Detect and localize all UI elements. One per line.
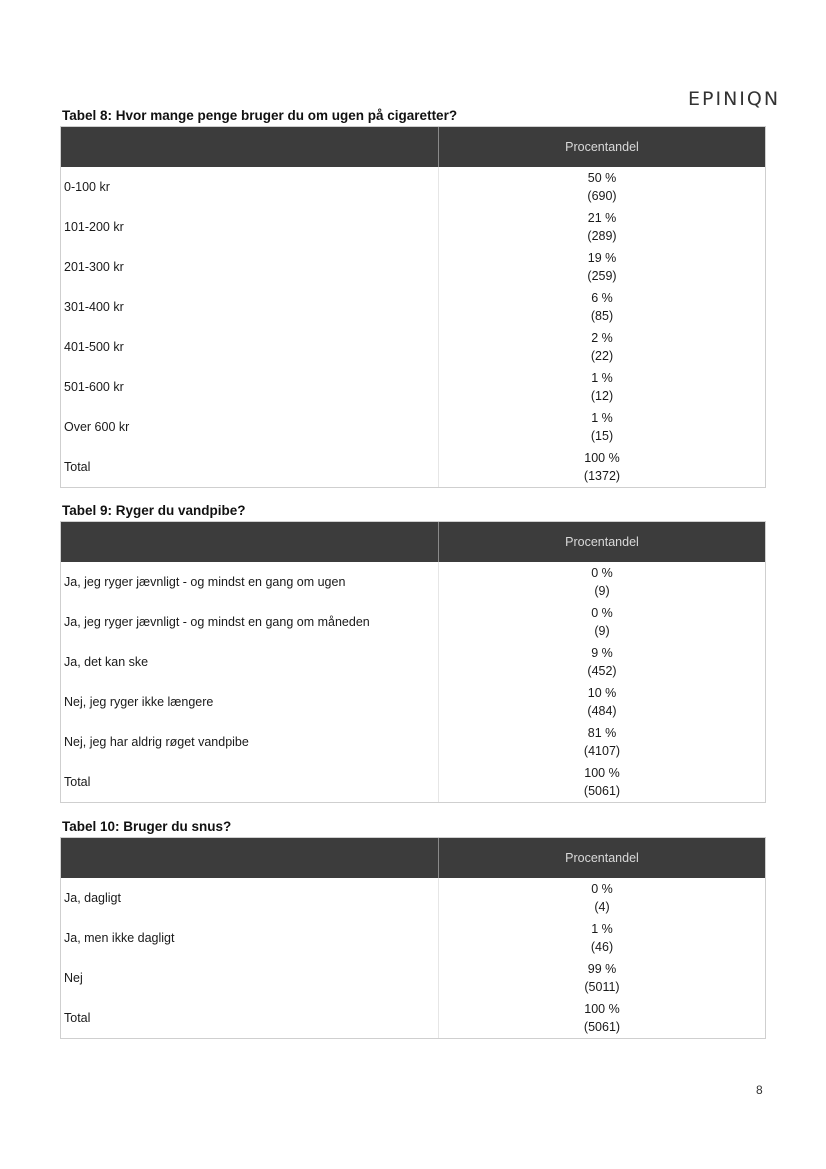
row-count: (289)	[587, 229, 617, 243]
row-value	[439, 958, 765, 998]
row-percent: 99 %	[587, 962, 617, 976]
row-percent: 100 %	[584, 451, 620, 465]
row-percent: 100 %	[584, 766, 620, 780]
row-percent: 1 %	[591, 922, 613, 936]
row-label: 201-300 kr	[61, 247, 439, 287]
row-label: Total	[61, 447, 439, 487]
row-percent: 0 %	[591, 882, 613, 896]
row-label: Ja, men ikke dagligt	[61, 918, 439, 958]
table10-header-blank	[61, 838, 439, 878]
row-percent: 10 %	[587, 686, 617, 700]
row-value	[439, 722, 765, 762]
row-percent: 81 %	[587, 726, 617, 740]
row-label: 0-100 kr	[61, 167, 439, 207]
row-value	[439, 762, 765, 802]
row-percent: 1 %	[591, 371, 613, 385]
row-count: (1372)	[583, 469, 621, 483]
table-row	[61, 602, 765, 642]
row-label: Ja, jeg ryger jævnligt - og mindst en gang om måneden	[61, 602, 439, 642]
row-label: 101-200 kr	[61, 207, 439, 247]
table10-body	[61, 878, 765, 1038]
row-count: (259)	[587, 269, 617, 283]
table-row	[61, 762, 765, 802]
table8-title: Tabel 8: Hvor mange penge bruger du om ugen på cigaretter?	[62, 108, 458, 123]
row-count: (4)	[594, 900, 610, 914]
row-label: Ja, jeg ryger jævnligt - og mindst en gang om ugen	[61, 562, 439, 602]
table9	[60, 521, 766, 803]
table10-header	[61, 838, 765, 878]
row-value	[439, 682, 765, 722]
row-value	[439, 562, 765, 602]
table8-header-blank	[61, 127, 439, 167]
row-percent: 9 %	[591, 646, 613, 660]
row-count: (4107)	[583, 744, 621, 758]
table-row	[61, 407, 765, 447]
row-value	[439, 327, 765, 367]
table-row	[61, 722, 765, 762]
table10	[60, 837, 766, 1039]
row-label: Nej, jeg har aldrig røget vandpibe	[61, 722, 439, 762]
row-count: (484)	[587, 704, 617, 718]
row-value	[439, 407, 765, 447]
row-value	[439, 167, 765, 207]
row-count: (5061)	[583, 1020, 621, 1034]
row-value	[439, 642, 765, 682]
row-value	[439, 602, 765, 642]
row-percent: 21 %	[587, 211, 617, 225]
table9-body	[61, 562, 765, 802]
table-row	[61, 207, 765, 247]
table-row	[61, 562, 765, 602]
row-count: (46)	[590, 940, 614, 954]
row-value	[439, 287, 765, 327]
epinion-logo: EPINIQN	[688, 88, 781, 110]
row-label: 501-600 kr	[61, 367, 439, 407]
table8-body	[61, 167, 765, 487]
row-value	[439, 878, 765, 918]
row-count: (5061)	[583, 784, 621, 798]
row-value	[439, 247, 765, 287]
page-number: 8	[756, 1083, 763, 1097]
row-value	[439, 918, 765, 958]
table-row	[61, 327, 765, 367]
row-count: (15)	[590, 429, 614, 443]
table-row	[61, 447, 765, 487]
table10-header-label: Procentandel	[565, 851, 639, 865]
row-count: (12)	[590, 389, 614, 403]
row-count: (22)	[590, 349, 614, 363]
row-value	[439, 998, 765, 1038]
row-percent: 0 %	[591, 566, 613, 580]
row-percent: 19 %	[587, 251, 617, 265]
table10-title: Tabel 10: Bruger du snus?	[62, 819, 232, 834]
row-percent: 2 %	[591, 331, 613, 345]
row-label: Total	[61, 998, 439, 1038]
row-percent: 50 %	[587, 171, 617, 185]
row-label: Ja, det kan ske	[61, 642, 439, 682]
table8-header-label: Procentandel	[565, 140, 639, 154]
table-row	[61, 367, 765, 407]
row-count: (9)	[594, 624, 610, 638]
row-percent: 0 %	[591, 606, 613, 620]
row-count: (452)	[587, 664, 617, 678]
row-label: Total	[61, 762, 439, 802]
table-row	[61, 958, 765, 998]
table-row	[61, 682, 765, 722]
row-percent: 100 %	[584, 1002, 620, 1016]
row-label: 401-500 kr	[61, 327, 439, 367]
table8-header	[61, 127, 765, 167]
table-row	[61, 998, 765, 1038]
row-percent: 1 %	[591, 411, 613, 425]
row-label: 301-400 kr	[61, 287, 439, 327]
row-count: (690)	[587, 189, 617, 203]
row-label: Over 600 kr	[61, 407, 439, 447]
row-count: (5011)	[584, 980, 620, 994]
row-label: Nej	[61, 958, 439, 998]
table-row	[61, 247, 765, 287]
row-value	[439, 367, 765, 407]
table8	[60, 126, 766, 488]
row-value	[439, 207, 765, 247]
row-count: (85)	[590, 309, 614, 323]
table9-header	[61, 522, 765, 562]
row-label: Ja, dagligt	[61, 878, 439, 918]
table9-header-label: Procentandel	[565, 535, 639, 549]
table-row	[61, 287, 765, 327]
table9-header-blank	[61, 522, 439, 562]
table-row	[61, 878, 765, 918]
row-count: (9)	[594, 584, 610, 598]
table-row	[61, 918, 765, 958]
table-row	[61, 642, 765, 682]
table-row	[61, 167, 765, 207]
row-percent: 6 %	[591, 291, 613, 305]
row-value	[439, 447, 765, 487]
table9-title: Tabel 9: Ryger du vandpibe?	[62, 503, 246, 518]
row-label: Nej, jeg ryger ikke længere	[61, 682, 439, 722]
